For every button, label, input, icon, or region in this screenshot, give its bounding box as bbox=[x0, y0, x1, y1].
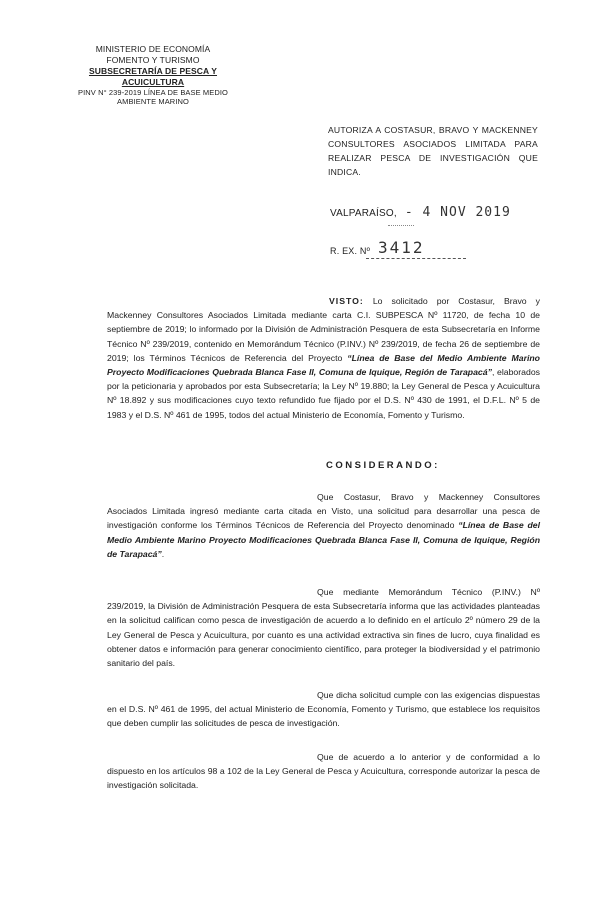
visto-paragraph bbox=[107, 294, 540, 422]
resolution-number-line bbox=[366, 258, 466, 259]
visto-text-end: , elaborados por la peticionaria y aprobados por esta Subsecretaría; la Ley Nº 19.880; la Ley General de Pesca y Acuicultura Nº 18.892 y sus modificaciones cuyo texto refundido fue fijado por el D.S. Nº 430 de 1991, el D.F.L. Nº 5 de 1983 y el D.S. Nº 461 de 1995, todos del actual Ministerio de Economía, Fomento y Turismo. bbox=[107, 367, 540, 420]
considerando-heading: CONSIDERANDO: bbox=[326, 460, 440, 471]
ministry-name: MINISTERIO DE ECONOMÍA bbox=[95, 44, 211, 54]
resolution-subject: AUTORIZA A COSTASUR, BRAVO Y MACKENNEY CONSULTORES ASOCIADOS LIMITADA PARA REALIZAR PESCA DE INVESTIGACIÓN QUE INDICA. bbox=[328, 125, 538, 177]
considerando-paragraph-1 bbox=[107, 490, 540, 561]
place-date bbox=[330, 205, 511, 220]
p1-end: . bbox=[161, 548, 165, 559]
letterhead bbox=[58, 44, 248, 106]
date-stamp: - 4 NOV 2019 bbox=[404, 205, 511, 220]
place: VALPARAÍSO, bbox=[330, 208, 397, 219]
file-reference-cont: AMBIENTE MARINO bbox=[117, 97, 189, 106]
considerando-paragraph-2 bbox=[107, 585, 540, 670]
p2-text: Que mediante Memorándum Técnico (P.INV.) Nº 239/2019, la División de Administración Pesquera de esta Subsecretaría informa que las actividades planteadas en la solicitud califican como pesca de investigación de acuerdo a lo definido en el artículo 2º número 29 de la Ley General de Pesca y Acuicultura, por cuanto es una actividad extractiva sin fines de lucro, cuya finalidad es obtener datos e información para generar conocimiento científico, para proteger la biodiversidad y el patrimonio sanitario del país. bbox=[107, 587, 540, 669]
resolution-number-block bbox=[330, 238, 425, 257]
subsecretariat-name: SUBSECRETARÍA DE PESCA Y ACUICULTURA bbox=[88, 66, 218, 87]
considerando-paragraph-3 bbox=[107, 688, 540, 731]
p3-text: Que dicha solicitud cumple con las exigencias dispuestas en el D.S. Nº 461 de 1995, del actual Ministerio de Economía, Fomento y Turismo, que establece los requisitos que deben cumplir las solicitudes de pesca de investigación. bbox=[107, 690, 540, 729]
resolution-label: R. EX. Nº bbox=[330, 246, 371, 256]
ministry-division: FOMENTO Y TURISMO bbox=[106, 55, 200, 65]
resolution-number: 3412 bbox=[378, 238, 425, 257]
p1-text: Que Costasur, Bravo y Mackenney Consultores Asociados Limitada ingresó mediante carta citada en Visto, una solicitud para desarrollar una pesca de investigación conforme los Términos Técnicos de Referencia del Proyecto denominado bbox=[107, 492, 540, 531]
p1-project-title: “Línea de Base del Medio Ambiente Marino Proyecto Modificaciones Quebrada Blanca Fase II, Comuna de Iquique, Región de Tarapacá” bbox=[107, 520, 541, 559]
date-stamp-mark bbox=[388, 225, 414, 226]
visto-label: VISTO: bbox=[329, 296, 364, 306]
p4-text: Que de acuerdo a lo anterior y de conformidad a lo dispuesto en los artículos 98 a 102 de la Ley General de Pesca y Acuicultura, corresponde autorizar la pesca de investigación solicitada. bbox=[107, 752, 540, 791]
visto-text: Lo solicitado por Costasur, Bravo y Mackenney Consultores Asociados Limitada mediante carta C.I. SUBPESCA Nº 11720, de fecha 10 de septiembre de 2019; lo informado por la División de Administración Pesquera de esta Subsecretaría en Informe Técnico Nº 239/2019, contenido en Memorándum Técnico (P.INV.) Nº 239/2019, de fecha 26 de septiembre de 2019; los Términos Técnicos de Referencia del Proyecto bbox=[107, 296, 540, 363]
considerando-paragraph-4 bbox=[107, 750, 540, 793]
visto-project-title: “Línea de Base del Medio Ambiente Marino Proyecto Modificaciones Quebrada Blanca Fase II, Comuna de Iquique, Región de Tarapacá” bbox=[107, 352, 540, 378]
file-reference: PINV N° 239-2019 LÍNEA DE BASE MEDIO bbox=[78, 88, 228, 97]
